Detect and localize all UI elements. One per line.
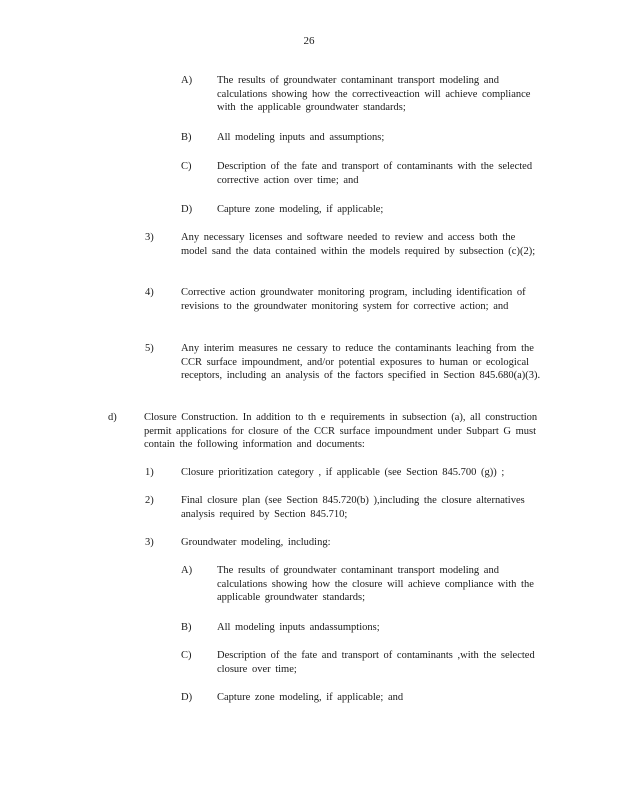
item-text: Closure Construction. In addition to th e requirements in subsection (a), all construction permit applications for closure of the CCR surface impoundment under Subpart G must contain the following information and documents: (144, 412, 538, 450)
item-label: B) (181, 132, 192, 143)
item-label: B) (181, 622, 192, 633)
item-text: All modeling inputs andassumptions; (217, 622, 380, 633)
item-text: Corrective action groundwater monitoring program, including identification of revisions to the groundwater monitoring system for corrective action; and (181, 287, 526, 312)
item-label: 3) (145, 232, 154, 243)
item-text: Any necessary licenses and software needed to review and access both the model sand the data contained within the models required by subsection (c)(2); (181, 232, 536, 257)
item-text: Description of the fate and transport of contaminants ,with the selected closure over time; (217, 650, 535, 675)
item-label: 1) (145, 467, 154, 478)
item-text: The results of groundwater contaminant transport modeling and calculations showing how the correctiveaction will achieve compliance with the applicable groundwater standards; (217, 75, 531, 113)
item-text: Capture zone modeling, if applicable; and (217, 692, 404, 703)
item-text: Any interim measures ne cessary to reduce the contaminants leaching from the CCR surface impoundment, and/or potential exposures to human or ecological receptors, including an analysis of the factors specified in Section 845.680(a)(3). (181, 343, 541, 381)
item-text: Capture zone modeling, if applicable; (217, 204, 384, 215)
item-label: D) (181, 692, 193, 703)
item-label: A) (181, 75, 193, 86)
item-label: D) (181, 204, 193, 215)
item-label: C) (181, 161, 192, 172)
item-label: 3) (145, 537, 154, 548)
item-label: A) (181, 565, 193, 576)
item-text: Description of the fate and transport of contaminants with the selected corrective action over time; and (217, 161, 533, 186)
item-label: 2) (145, 495, 154, 506)
item-label: 4) (145, 287, 154, 298)
item-label: d) (108, 412, 117, 423)
item-text: All modeling inputs and assumptions; (217, 132, 385, 143)
item-label: 5) (145, 343, 154, 354)
item-label: C) (181, 650, 192, 661)
item-text: The results of groundwater contaminant transport modeling and calculations showing how the closure will achieve compliance with the applicable groundwater standards; (217, 565, 534, 603)
item-text: Groundwater modeling, including: (181, 537, 331, 548)
page-number: 26 (303, 35, 315, 47)
item-text: Closure prioritization category , if applicable (see Section 845.700 (g)) ; (181, 467, 505, 478)
item-text: Final closure plan (see Section 845.720(b) ),including the closure alternatives analysis required by Section 845.710; (181, 495, 525, 520)
